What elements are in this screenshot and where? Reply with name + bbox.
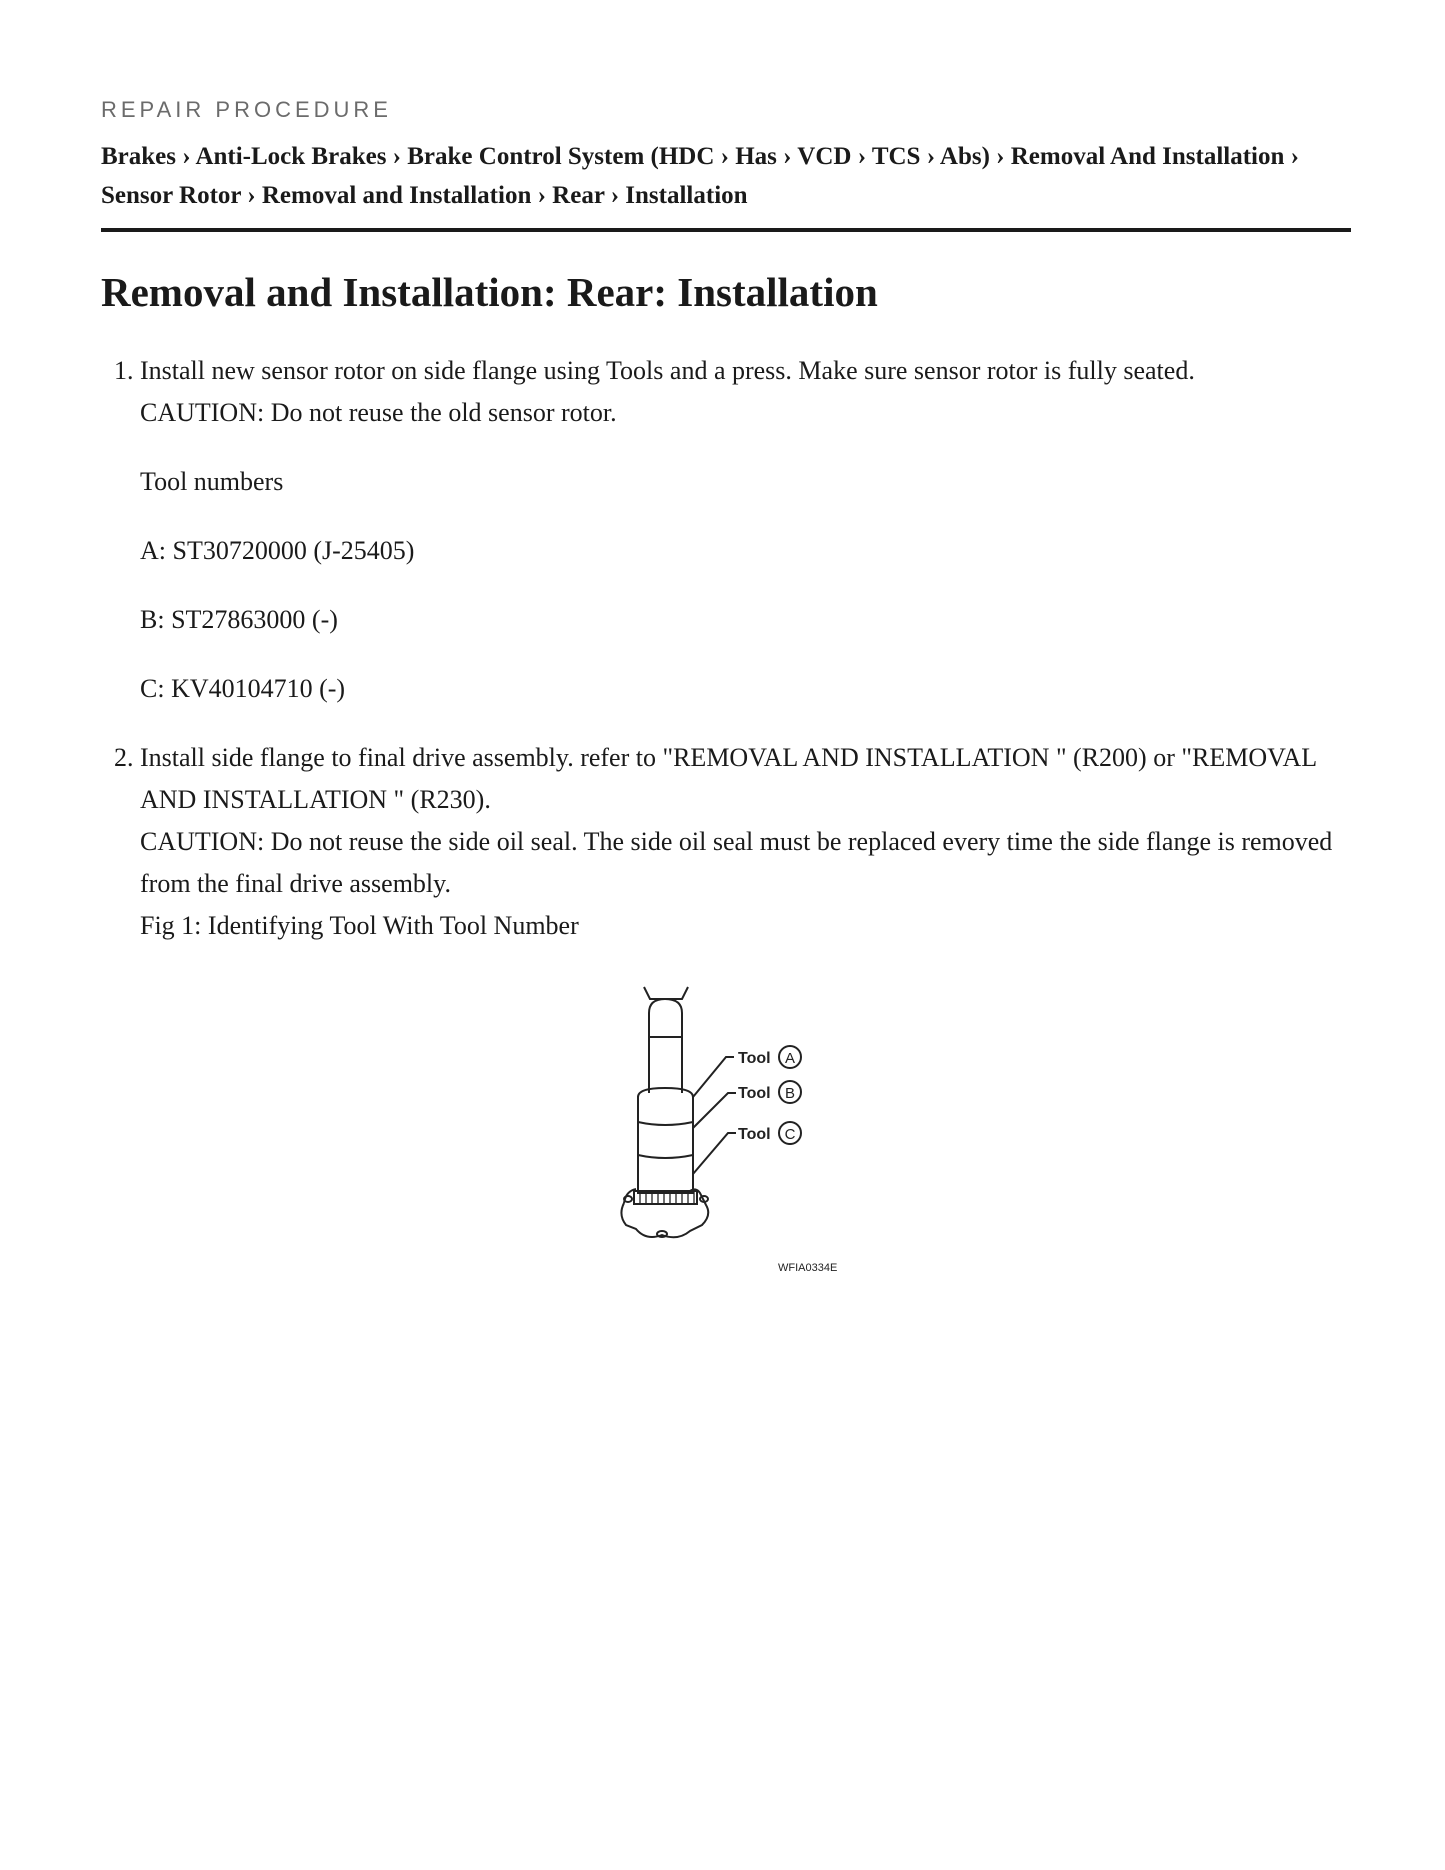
tool-c-number: C: KV40104710 (-)	[140, 674, 346, 703]
callout-a-letter: A	[784, 1050, 796, 1067]
leader-a	[693, 1057, 734, 1097]
leader-b	[693, 1093, 736, 1128]
section-kicker: REPAIR PROCEDURE	[101, 97, 392, 122]
callout-b-tool-label: Tool	[738, 1085, 771, 1102]
tool-press-figure	[616, 985, 896, 1280]
tool-a-shaft	[649, 999, 682, 1093]
header-divider	[101, 228, 1351, 232]
callout-c-tool-label: Tool	[738, 1126, 771, 1143]
tool-a-number: A: ST30720000 (J-25405)	[140, 536, 415, 565]
tools-heading: Tool numbers	[140, 467, 284, 496]
procedure-steps	[101, 350, 1351, 947]
callout-a-tool-label: Tool	[738, 1050, 771, 1067]
callout-c-letter: C	[784, 1126, 796, 1143]
step-1	[140, 350, 1351, 710]
leader-c	[693, 1133, 736, 1174]
step-1-text: 1. Install new sensor rotor on side flange using Tools and a press. Make sure sensor rotor is fully seated.	[140, 356, 1195, 385]
step-2-caution: CAUTION: Do not reuse the side oil seal. The side oil seal must be replaced every time the side flange is removed from the final drive assembly.	[140, 827, 1333, 898]
step-2-text: 2. Install side flange to final drive assembly. refer to "REMOVAL AND INSTALLATION " (R200) or "REMOVAL AND INSTALLATION " (R230).	[140, 743, 1317, 814]
figure-code: WFIA0334E	[778, 1262, 838, 1274]
step-2	[140, 737, 1351, 947]
page-title: Removal and Installation: Rear: Installation	[101, 269, 878, 315]
press-ram-jaw	[644, 987, 688, 999]
breadcrumb: Brakes › Anti-Lock Brakes › Brake Control System (HDC › Has › VCD › TCS › Abs) › Removal And Installation › Sensor Rotor › Removal and Installation › Rear › Installation	[101, 143, 1299, 209]
tool-b-body	[638, 1088, 693, 1193]
tool-b-number: B: ST27863000 (-)	[140, 605, 338, 634]
figure-caption: Fig 1: Identifying Tool With Tool Number	[140, 911, 579, 940]
callout-b-letter: B	[784, 1085, 796, 1102]
step-1-caution: CAUTION: Do not reuse the old sensor rotor.	[140, 398, 617, 427]
